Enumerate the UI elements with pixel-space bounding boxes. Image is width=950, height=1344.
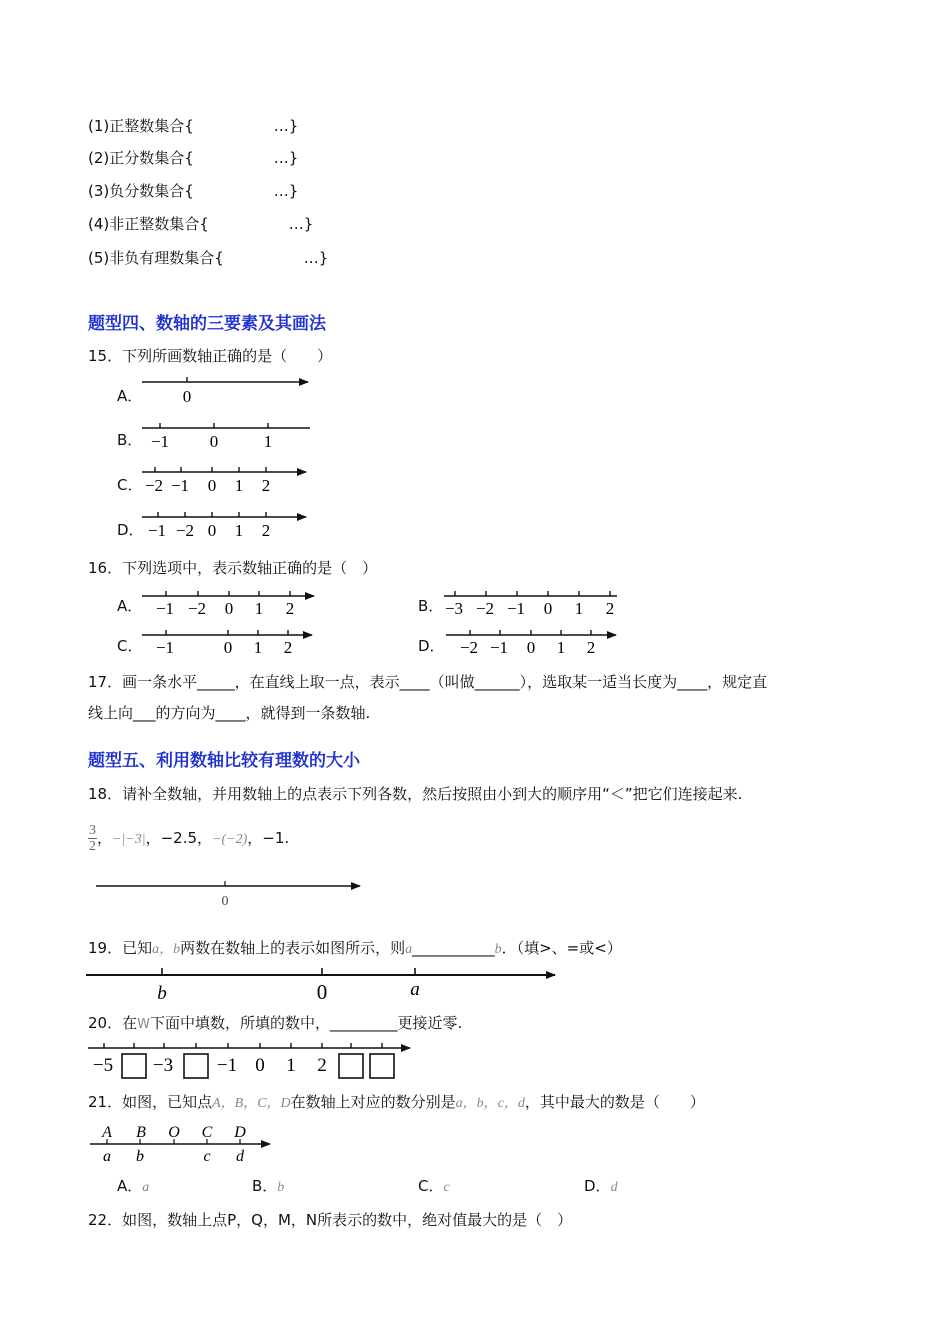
- q20-axis-label-1: −3: [152, 1055, 174, 1076]
- q21-bottom-label-a: a: [103, 1148, 111, 1165]
- q16-a-label-3: 1: [254, 599, 264, 618]
- q17-line-2: 线上向___的方向为____，就得到一条数轴.: [88, 704, 371, 722]
- q16-axis-c: [142, 630, 312, 657]
- q15-c-label-1: −1: [170, 476, 190, 495]
- q18-axis: [96, 881, 360, 909]
- q19-stem: 19．已知a，b两数在数轴上的表示如图所示，则a___________b．（填>、=或<）: [88, 939, 622, 957]
- q16-c-label-0: −1: [155, 638, 175, 657]
- q16-b-label-2: −1: [506, 599, 526, 618]
- q20-axis-label-2: −1: [216, 1055, 238, 1076]
- q16-d-label-1: −1: [489, 638, 509, 657]
- q21-bottom-label-c: c: [203, 1148, 211, 1165]
- q15-b-label-0: −1: [150, 432, 170, 451]
- q16-stem: 16．下列选项中，表示数轴正确的是（ ）: [88, 559, 378, 577]
- q15-a-label-0: 0: [182, 387, 192, 406]
- q21-option-b: B．b: [252, 1177, 285, 1195]
- q18-numbers: $\frac{3}{2}$ ，−|−3|，−2.5，−(−2)，−1.: [89, 823, 290, 854]
- q16-b-label-3: 0: [543, 599, 553, 618]
- q21-option-c: C．c: [418, 1177, 450, 1195]
- q20-blank-box-3: [339, 1054, 363, 1078]
- q16-b-label-0: −3: [444, 599, 464, 618]
- q15-axis-b: [142, 423, 310, 451]
- q20-axis-label-5: 2: [317, 1055, 327, 1076]
- q20-axis: [88, 1043, 410, 1078]
- q21-top-label-D: D: [234, 1124, 246, 1141]
- q18-stem: 18．请补全数轴，并用数轴上的点表示下列各数，然后按照由小到大的顺序用“＜”把它们连接起来.: [88, 785, 743, 803]
- q19-axis-label-0: 0: [316, 980, 328, 1004]
- q15-c-label-2: 0: [207, 476, 217, 495]
- q15-option-b: B．: [117, 431, 143, 449]
- q21-top-label-B: B: [136, 1124, 146, 1141]
- q19-axis-label-a: a: [410, 979, 420, 1000]
- q21-option-a: A．a: [117, 1177, 150, 1195]
- q15-b-label-2: 1: [263, 432, 273, 451]
- set-1: (1)正整数集合{ …}: [88, 117, 299, 135]
- q17-line-1: 17．画一条水平_____，在直线上取一点，表示____（叫做______），选取某一适当长度为____，规定直: [88, 673, 768, 691]
- q16-b-label-1: −2: [475, 599, 495, 618]
- q16-b-label-4: 1: [574, 599, 584, 618]
- set-4: (4)非正整数集合{ …}: [88, 215, 314, 233]
- q16-option-b: B．: [418, 597, 444, 615]
- q16-a-label-0: −1: [155, 599, 175, 618]
- q15-option-c: C．: [117, 476, 143, 494]
- q15-axis-a: [142, 377, 308, 406]
- q20-axis-label-0: −5: [92, 1055, 114, 1076]
- set-2: (2)正分数集合{ …}: [88, 149, 299, 167]
- q16-d-label-4: 2: [586, 638, 596, 657]
- q16-d-label-2: 0: [526, 638, 536, 657]
- q16-a-label-4: 2: [285, 599, 295, 618]
- q21-bottom-label-d: d: [236, 1148, 244, 1165]
- q16-option-d: D．: [418, 637, 445, 655]
- q21-option-d: D．d: [584, 1177, 618, 1195]
- q15-d-label-3: 1: [234, 521, 244, 540]
- q16-a-label-1: −2: [187, 599, 207, 618]
- q15-stem: 15．下列所画数轴正确的是（ ）: [88, 347, 333, 365]
- q18-fraction: $\frac{3}{2}$: [89, 823, 96, 854]
- q16-option-a: A．: [117, 597, 143, 615]
- q15-d-label-0: −1: [147, 521, 167, 540]
- q16-c-label-1: 0: [223, 638, 233, 657]
- q15-d-label-2: 0: [207, 521, 217, 540]
- set-3: (3)负分数集合{ …}: [88, 182, 299, 200]
- set-5: (5)非负有理数集合{ …}: [88, 249, 329, 267]
- q18-term-neg: −(−2): [212, 832, 248, 847]
- q20-axis-label-4: 1: [286, 1055, 296, 1076]
- q20-stem: 20．在W下面中填数，所填的数中，_________更接近零.: [88, 1014, 463, 1032]
- q21-top-label-C: C: [201, 1124, 213, 1141]
- q16-option-c: C．: [117, 637, 143, 655]
- q22-stem: 22．如图，数轴上点P，Q，M，N所表示的数中，绝对值最大的是（ ）: [88, 1211, 573, 1229]
- q21-axis: [90, 1124, 270, 1165]
- q18-term-abs: −|−3|: [112, 832, 146, 847]
- q21-top-label-O: O: [168, 1124, 180, 1141]
- q16-c-label-2: 1: [253, 638, 263, 657]
- q15-d-label-1: −2: [175, 521, 195, 540]
- q16-d-label-0: −2: [459, 638, 479, 657]
- q15-axis-d: [142, 512, 306, 540]
- q20-axis-label-3: 0: [255, 1055, 265, 1076]
- section-4-title: 题型四、数轴的三要素及其画法: [88, 314, 326, 334]
- q15-option-a: A．: [117, 387, 143, 405]
- q15-c-label-3: 1: [234, 476, 244, 495]
- q16-axis-d: [446, 630, 616, 657]
- q16-axis-b: [444, 591, 617, 618]
- q19-axis-label-b: b: [157, 983, 167, 1004]
- q20-blank-box-2: [184, 1054, 208, 1078]
- q16-d-label-3: 1: [556, 638, 566, 657]
- q16-axis-a: [142, 591, 314, 618]
- q18-axis-label-0: 0: [221, 894, 229, 909]
- q21-top-label-A: A: [102, 1124, 112, 1141]
- q21-bottom-label-b: b: [136, 1148, 144, 1165]
- q16-a-label-2: 0: [224, 599, 234, 618]
- section-5-title: 题型五、利用数轴比较有理数的大小: [88, 751, 360, 771]
- q15-axis-c: [142, 467, 306, 495]
- q16-c-label-3: 2: [283, 638, 293, 657]
- q20-blank-box-4: [370, 1054, 394, 1078]
- q15-c-label-4: 2: [261, 476, 271, 495]
- q19-axis: [86, 968, 555, 1004]
- q21-stem: 21．如图，已知点A，B，C，D在数轴上对应的数分别是a，b，c，d，其中最大的数是（ ）: [88, 1093, 705, 1111]
- q20-blank-box-1: [122, 1054, 146, 1078]
- q15-b-label-1: 0: [209, 432, 219, 451]
- q15-option-d: D．: [117, 521, 144, 539]
- q15-d-label-4: 2: [261, 521, 271, 540]
- q16-b-label-5: 2: [605, 599, 615, 618]
- q15-c-label-0: −2: [144, 476, 164, 495]
